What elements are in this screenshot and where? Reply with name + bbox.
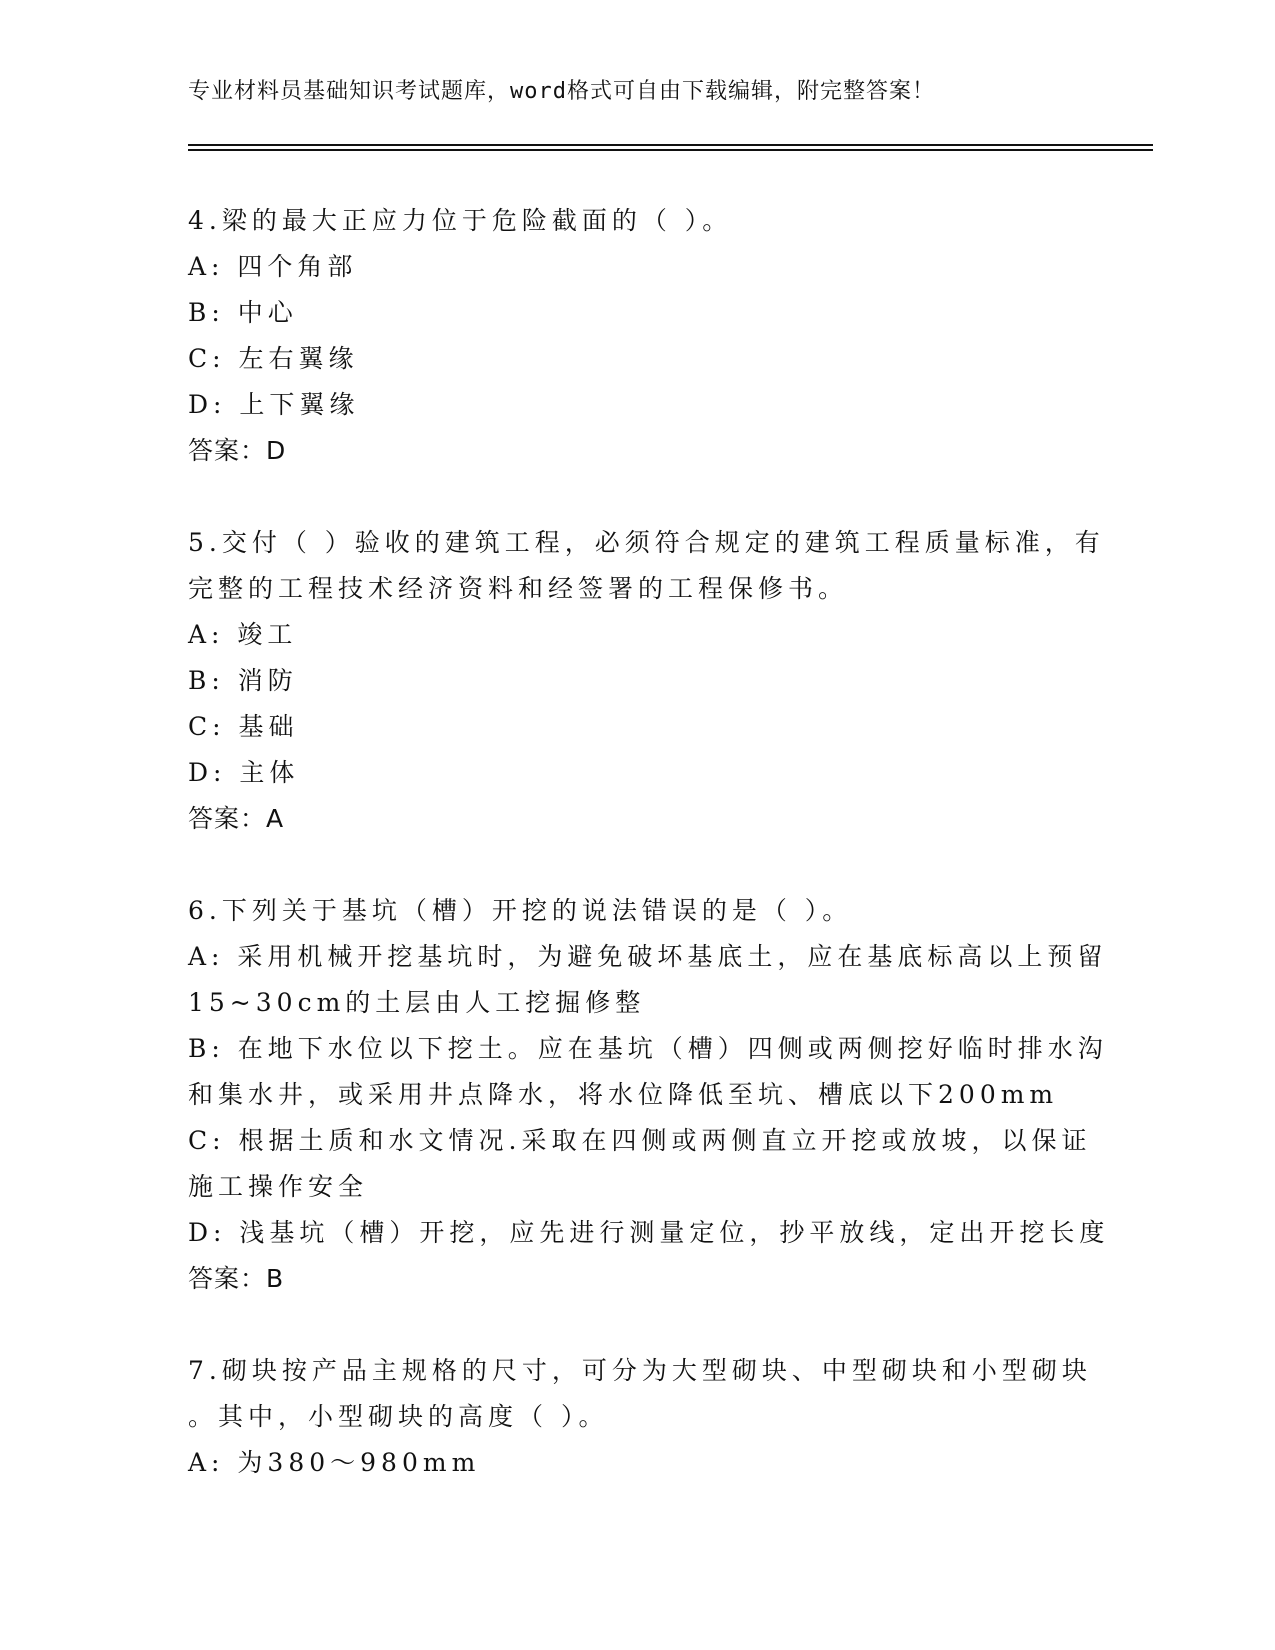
answer: 答案：B [188, 1264, 285, 1293]
answer: 答案：D [188, 436, 287, 465]
option-d: D: 主体 [188, 758, 300, 787]
option-b-continued: 和集水井，或采用井点降水，将水位降低至坑、槽底以下200mm [188, 1080, 1059, 1109]
option-b: B: 中心 [188, 298, 298, 327]
question-5 [188, 520, 1105, 842]
question-stem: 5.交付（ ）验收的建筑工程，必须符合规定的建筑工程质量标准，有 [188, 528, 1105, 557]
option-d: D: 浅基坑（槽）开挖，应先进行测量定位，抄平放线，定出开挖长度 [188, 1218, 1110, 1247]
header-divider [188, 144, 1153, 146]
option-b: B: 在地下水位以下挖土。应在基坑（槽）四侧或两侧挖好临时排水沟 [188, 1034, 1108, 1063]
question-stem: 4.梁的最大正应力位于危险截面的（ ）。 [188, 206, 733, 235]
option-c: C: 左右翼缘 [188, 344, 359, 373]
option-c-continued: 施工操作安全 [188, 1172, 369, 1201]
question-stem-continued: 。其中，小型砌块的高度（ ）。 [188, 1402, 609, 1431]
question-stem: 6.下列关于基坑（槽）开挖的说法错误的是（ ）。 [188, 896, 853, 925]
question-stem-continued: 完整的工程技术经济资料和经签署的工程保修书。 [188, 574, 849, 603]
option-a: A: 采用机械开挖基坑时，为避免破坏基底土，应在基底标高以上预留 [188, 942, 1108, 971]
option-b: B: 消防 [188, 666, 298, 695]
question-4 [188, 198, 1088, 474]
question-stem: 7.砌块按产品主规格的尺寸，可分为大型砌块、中型砌块和小型砌块 [188, 1356, 1092, 1385]
option-c: C: 根据土质和水文情况.采取在四侧或两侧直立开挖或放坡，以保证 [188, 1126, 1092, 1155]
question-list [188, 198, 1110, 1532]
question-6 [188, 888, 1110, 1302]
question-7 [188, 1348, 1092, 1486]
option-c: C: 基础 [188, 712, 299, 741]
option-a: A: 竣工 [188, 620, 298, 649]
option-a: A: 四个角部 [188, 252, 358, 281]
option-a: A: 为380～980mm [188, 1448, 481, 1477]
option-d: D: 上下翼缘 [188, 390, 360, 419]
option-a-continued: 15~30cm的土层由人工挖掘修整 [188, 988, 646, 1017]
answer: 答案：A [188, 804, 285, 833]
page-header: 专业材料员基础知识考试题库，word格式可自由下载编辑，附完整答案！ [188, 79, 935, 104]
